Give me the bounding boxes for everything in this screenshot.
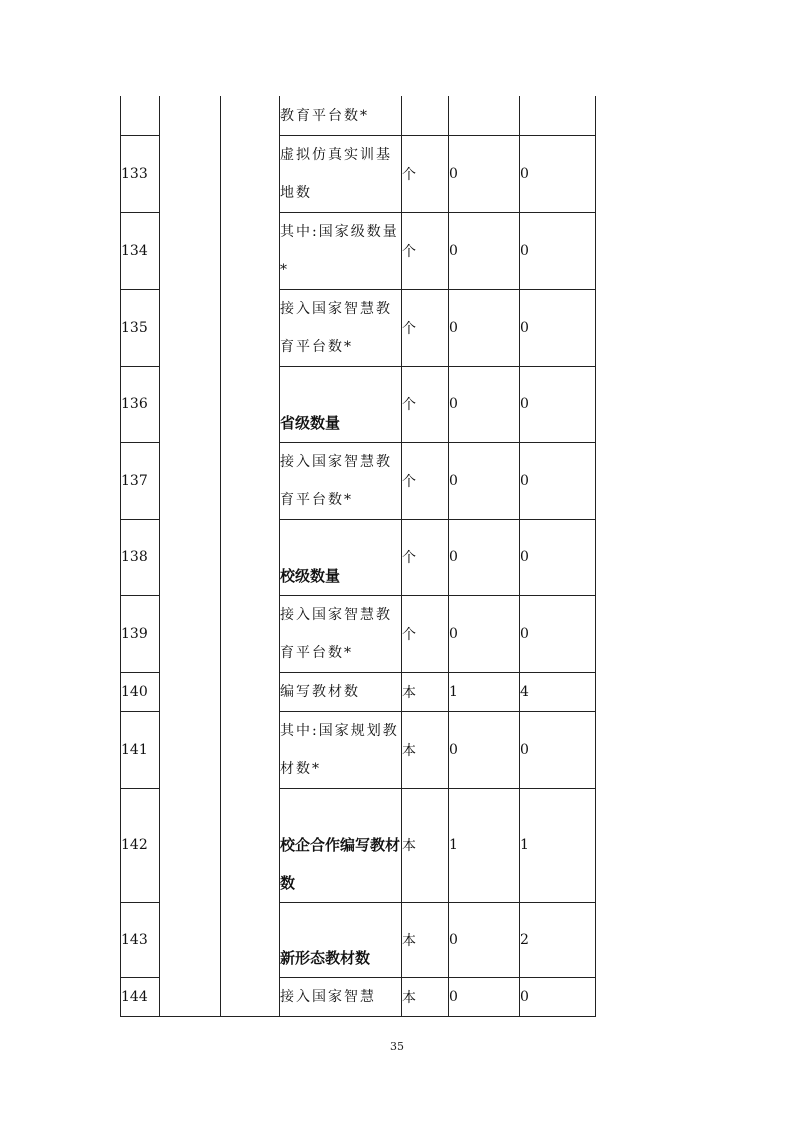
cell-no: 137: [121, 442, 160, 519]
cell-item: 虚拟仿真实训基地数: [280, 135, 402, 212]
cell-value-2: 0: [520, 711, 596, 788]
cell-unit: 个: [402, 366, 449, 442]
cell-unit: [402, 96, 449, 135]
cell-item: 其中:国家规划教材数*: [280, 711, 402, 788]
cell-no: 136: [121, 366, 160, 442]
cell-value-1: 1: [449, 788, 520, 902]
cell-unit: 本: [402, 672, 449, 711]
cell-value-2: 0: [520, 366, 596, 442]
category-column-1: [160, 96, 221, 1016]
cell-item: 其中:国家级数量*: [280, 212, 402, 289]
cell-value-2: 0: [520, 977, 596, 1016]
cell-no: 138: [121, 519, 160, 595]
cell-value-2: 1: [520, 788, 596, 902]
category-column-2: [221, 96, 280, 1016]
cell-value-1: 0: [449, 595, 520, 672]
cell-value-1: 0: [449, 902, 520, 977]
cell-item: 教育平台数*: [280, 96, 402, 135]
cell-value-2: 0: [520, 595, 596, 672]
page-number: 35: [390, 1040, 404, 1053]
cell-unit: 个: [402, 595, 449, 672]
cell-value-2: 0: [520, 289, 596, 366]
cell-value-1: 0: [449, 135, 520, 212]
cell-value-1: 0: [449, 711, 520, 788]
cell-value-2: 4: [520, 672, 596, 711]
cell-item: 接入国家智慧教育平台数*: [280, 595, 402, 672]
cell-no: 141: [121, 711, 160, 788]
cell-unit: 本: [402, 711, 449, 788]
cell-item: 省级数量: [280, 366, 402, 442]
cell-unit: 个: [402, 519, 449, 595]
data-table: [120, 96, 596, 1017]
cell-unit: 本: [402, 902, 449, 977]
cell-no: 139: [121, 595, 160, 672]
cell-unit: 个: [402, 135, 449, 212]
table-row-fragment: [121, 96, 596, 135]
cell-value-1: 0: [449, 366, 520, 442]
cell-value-2: 0: [520, 212, 596, 289]
cell-unit: 本: [402, 788, 449, 902]
cell-no: 140: [121, 672, 160, 711]
cell-value-1: 0: [449, 977, 520, 1016]
cell-no: 143: [121, 902, 160, 977]
cell-item: 校企合作编写教材数: [280, 788, 402, 902]
cell-value-2: 0: [520, 442, 596, 519]
cell-value-2: 0: [520, 519, 596, 595]
cell-value-1: [449, 96, 520, 135]
cell-no: 133: [121, 135, 160, 212]
cell-unit: 个: [402, 212, 449, 289]
cell-item: 编写教材数: [280, 672, 402, 711]
cell-no: 142: [121, 788, 160, 902]
cell-value-2: [520, 96, 596, 135]
cell-no: [121, 96, 160, 135]
cell-value-1: 0: [449, 442, 520, 519]
cell-unit: 本: [402, 977, 449, 1016]
cell-unit: 个: [402, 442, 449, 519]
cell-no: 144: [121, 977, 160, 1016]
cell-item: 接入国家智慧教育平台数*: [280, 289, 402, 366]
cell-value-1: 0: [449, 212, 520, 289]
cell-unit: 个: [402, 289, 449, 366]
cell-item: 接入国家智慧教育平台数*: [280, 442, 402, 519]
cell-item: 接入国家智慧: [280, 977, 402, 1016]
cell-value-2: 2: [520, 902, 596, 977]
cell-value-1: 0: [449, 289, 520, 366]
cell-item: 校级数量: [280, 519, 402, 595]
cell-no: 135: [121, 289, 160, 366]
cell-no: 134: [121, 212, 160, 289]
cell-value-2: 0: [520, 135, 596, 212]
cell-value-1: 1: [449, 672, 520, 711]
cell-item: 新形态教材数: [280, 902, 402, 977]
cell-value-1: 0: [449, 519, 520, 595]
